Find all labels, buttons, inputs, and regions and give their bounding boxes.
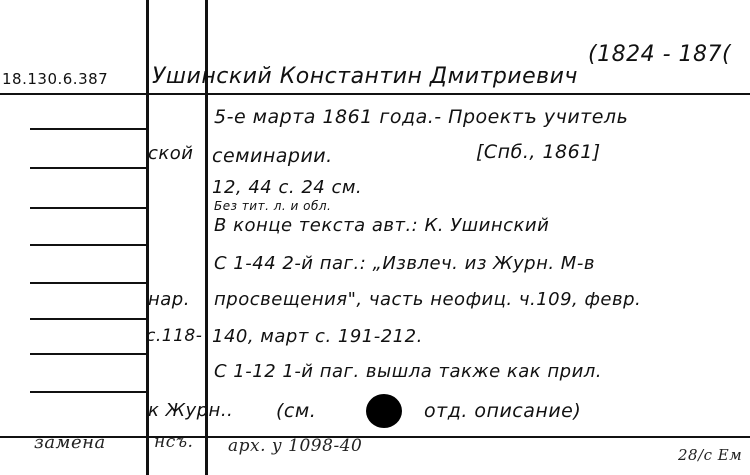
note-issued-also: С 1-12 1-й паг. вышла также как прил. bbox=[214, 361, 602, 382]
horizontal-rule bbox=[30, 391, 148, 393]
note-see-separate: отд. описание) bbox=[424, 400, 582, 422]
note-author-at-end: В конце текста авт.: К. Ушинский bbox=[214, 215, 550, 236]
pages-prefix: с.118- bbox=[146, 326, 203, 346]
horizontal-rule bbox=[30, 167, 148, 169]
call-number: 18.130.6.387 bbox=[2, 70, 109, 88]
horizontal-rule bbox=[30, 353, 148, 355]
nar-prefix: нар. bbox=[148, 289, 190, 310]
note-pages-march: 140, март с. 191-212. bbox=[212, 326, 423, 347]
note-pagination-2: С 1-44 2-й паг.: „Извлеч. из Журн. М-в bbox=[214, 253, 595, 274]
imprint: [Спб., 1861] bbox=[476, 141, 601, 163]
title-line-1: 5-е марта 1861 года.- Проектъ учитель bbox=[214, 106, 629, 128]
author-heading: Ушинский Константин Дмитриевич bbox=[152, 64, 578, 89]
horizontal-rule bbox=[0, 93, 750, 95]
handwritten-corner-note: 28/с Ем bbox=[678, 446, 743, 464]
title-continuation-prefix: ской bbox=[148, 143, 194, 164]
horizontal-rule bbox=[30, 282, 148, 284]
handwritten-replacement: замена bbox=[34, 432, 106, 453]
handwritten-mark: нсъ. bbox=[154, 432, 194, 452]
note-no-title-page: Без тит. л. и обл. bbox=[214, 199, 332, 213]
horizontal-rule bbox=[30, 128, 148, 130]
horizontal-rule bbox=[30, 318, 148, 320]
horizontal-rule bbox=[30, 207, 148, 209]
author-lifespan: (1824 - 187( bbox=[588, 42, 732, 67]
horizontal-rule bbox=[0, 436, 750, 438]
collation: 12, 44 с. 24 см. bbox=[212, 177, 363, 198]
note-see-open: (см. bbox=[276, 400, 317, 422]
ink-blot bbox=[366, 394, 402, 428]
note-prosveshcheniya: просвещения", часть неофиц. ч.109, февр. bbox=[214, 289, 642, 310]
horizontal-rule bbox=[30, 244, 148, 246]
title-line-2: семинарии. bbox=[212, 145, 333, 167]
zhurnal-prefix: к Журн.. bbox=[148, 400, 234, 421]
handwritten-archive-number: арх. у 1098-40 bbox=[228, 436, 363, 456]
